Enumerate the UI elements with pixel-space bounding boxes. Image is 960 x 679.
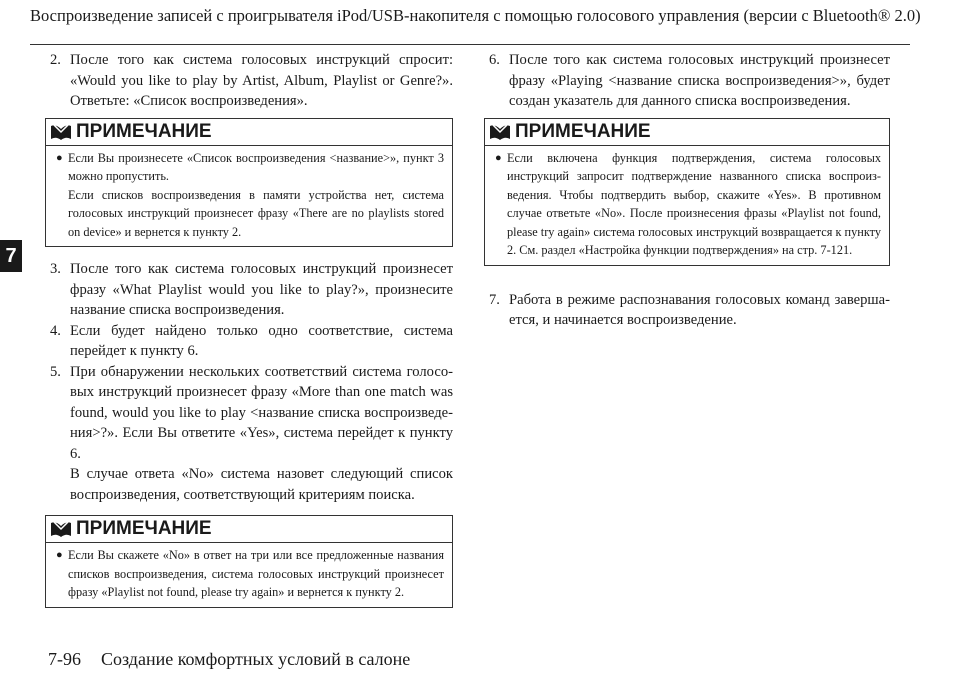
step-4: [50, 321, 453, 362]
step-5: [50, 362, 453, 506]
step-text: Если будет найдено только одно соответствие, система перейдет к пункту 6.: [70, 322, 453, 359]
note-text: Если Вы скажете «No» в ответ на три или все предложенные названия списков воспроизведения, система голосовых инструкций произнесет фразу «Playlist not found, please try again» и вернется к пункту 2.: [68, 548, 444, 599]
bullet-icon: ●: [56, 549, 63, 561]
page-number: 7-96: [48, 649, 81, 669]
step-number: 7.: [489, 291, 500, 308]
left-column-top: [45, 50, 453, 112]
note-title: ПРИМЕЧАНИЕ: [515, 120, 651, 142]
header-divider: [30, 44, 910, 45]
step-2: [50, 50, 453, 112]
bullet-icon: ●: [56, 151, 63, 164]
note-box-3: [484, 118, 890, 266]
note-text: Если Вы произнесете «Список воспроизведения <название>», пункт 3 можно пропустить.: [68, 150, 444, 183]
step-text: После того как система голосовых инструкций произнесет фразу «Playing <название списка воспроизведения>», будет создан указатель для данного списка воспроизведения.: [509, 52, 890, 109]
step-number: 4.: [50, 322, 61, 339]
note-header: [485, 119, 889, 146]
step-number: 2.: [50, 52, 61, 68]
right-column-bottom: [484, 290, 890, 331]
step-number: 5.: [50, 363, 61, 380]
note-header: [46, 119, 452, 146]
step-7: [489, 290, 890, 331]
note-box-2: [45, 515, 453, 608]
step-3: [50, 259, 453, 321]
note-header: [46, 516, 452, 543]
note-text: Если включена функция подтверждения, система голосовых инструкций запросит подтверждение названного списка воспроизведения. Чтобы подтвердить выбор, скажите «Yes». В противном случае ответьте «No». После произнесения фразы «Playlist not found, please try again» система голосовых инструкций возвращается к пункту 2. См. раздел «Настройка функции подтверждения» на стр. 7-121.: [507, 150, 881, 257]
step-text: После того как система голосовых инструкций спросит: «Would you like to play by Artist, Album, Playlist or Genre?». Ответьте: «Список воспроизведения».: [70, 52, 453, 109]
note-book-icon: [50, 123, 72, 141]
note-body: [485, 146, 889, 265]
step-text: Работа в режиме распознавания голосовых команд завершается, и начинается воспроизведение.: [509, 291, 890, 328]
step-number: 6.: [489, 52, 500, 68]
right-column: [484, 50, 890, 331]
step-number: 3.: [50, 261, 61, 277]
note-body: [46, 543, 452, 607]
bullet-icon: ●: [495, 151, 502, 164]
step-text: После того как система голосовых инструкций произнесет фразу «What Playlist would you like to play?», произнесите название списка воспроизведения.: [70, 261, 453, 318]
note-text: Если списков воспроизведения в памяти устройства нет, система голосовых инструкций произнесет фразу «There are no playlists stored on device» и вернется к пункту 2.: [68, 187, 444, 239]
note-book-icon: [50, 520, 72, 538]
note-book-icon: [489, 123, 511, 141]
chapter-tab: 7: [0, 240, 22, 272]
section-title: Создание комфортных условий в салоне: [101, 649, 411, 669]
step-6: [489, 50, 890, 112]
note-body: [46, 146, 452, 247]
step-text: При обнаружении нескольких соответствий система голосовых инструкций произнесет фразу «More than one match was found, would you like to play <название списка воспроизведения>?». Если Вы ответите «Yes», система перейдет к пункту 6.: [70, 363, 453, 462]
note-box-1: [45, 118, 453, 248]
note-title: ПРИМЕЧАНИЕ: [76, 518, 212, 539]
left-column-steps: [45, 259, 453, 505]
page-footer: [48, 648, 430, 670]
page-header: Воспроизведение записей с проигрывателя iPod/USB-накопителя с помощью голосового управления (версии с Bluetooth® 2.0): [30, 6, 921, 25]
step-text: В случае ответа «No» система назовет следующий список воспроизведения, соответствующий критериям поиска.: [70, 466, 453, 503]
left-column: [45, 50, 453, 608]
note-title: ПРИМЕЧАНИЕ: [76, 120, 212, 142]
right-column-top: [484, 50, 890, 112]
